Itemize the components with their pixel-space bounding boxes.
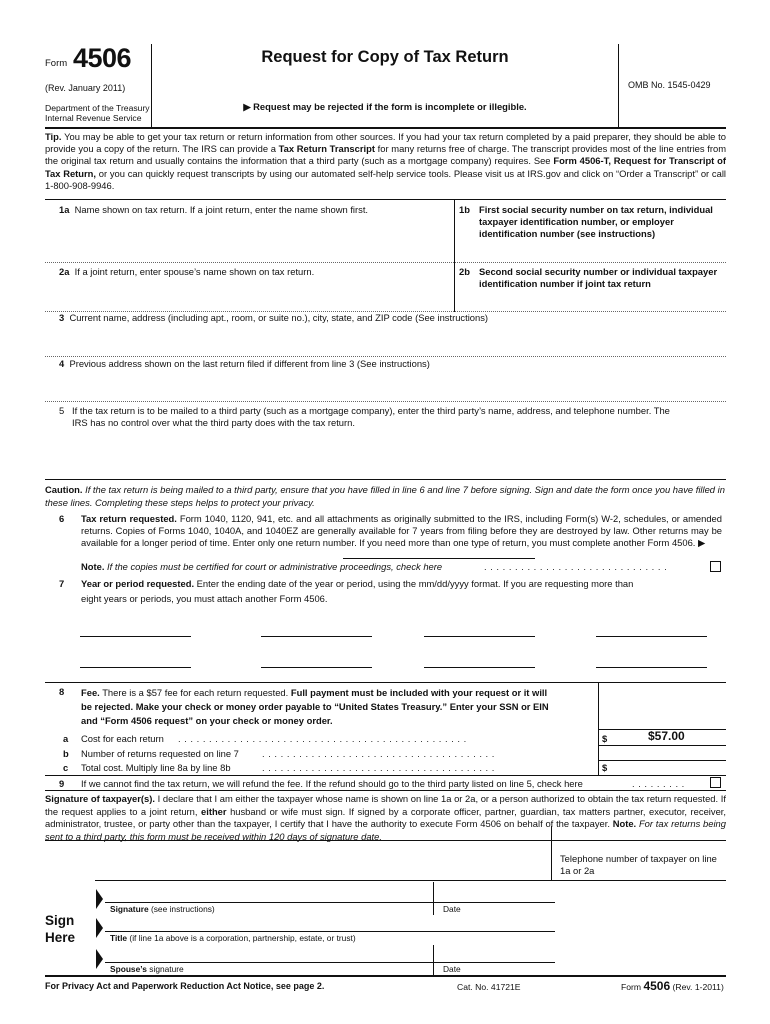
rule-caution: [45, 479, 726, 480]
name-field-1a[interactable]: [45, 215, 450, 261]
spouse-ssn-field-2b[interactable]: [459, 291, 723, 311]
line-8-num: 8: [59, 686, 65, 697]
year-blank-8[interactable]: [596, 667, 707, 668]
line-8c-text: Total cost. Multiply line 8a by line 8b: [81, 762, 231, 773]
caution-paragraph: Caution. If the tax return is being mailed to a third party, ensure that you have filled in line 6 and line 7 before signing. Sign and date the form once you have filled in these lines. Completing these steps helps to protect your privacy.: [45, 484, 725, 508]
spouse-date-field[interactable]: [438, 945, 550, 962]
line-8a-dollar: $: [602, 733, 608, 744]
line-6-num: 6: [59, 513, 65, 524]
taxpayer-date-field[interactable]: [438, 884, 550, 902]
rule-5: [45, 401, 726, 402]
line-8a-amount[interactable]: $57.00: [648, 729, 685, 743]
line-8-text: Fee. There is a $57 fee for each return requested. Full payment must be included with your request or it will be rejected. Make your check or money order payable to “United States Treasury.” Enter your SSN or EIN and “Form 4506 request” on your check or money order.: [81, 687, 549, 726]
date-caption-1: Date: [443, 904, 461, 914]
third-party-field-5[interactable]: [45, 430, 726, 478]
spouse-name-field-2a[interactable]: [45, 278, 450, 310]
line-3-label: 3 Current name, address (including apt., room, or suite no.), city, state, and ZIP code (See instructions): [59, 312, 489, 323]
total-cost-field[interactable]: [612, 761, 724, 774]
phone-label: Telephone number of taxpayer on line 1a or 2a: [560, 853, 717, 876]
footer-rule: [45, 975, 726, 977]
rule-2: [45, 262, 726, 263]
line-4-label: 4 Previous address shown on the last return filed if different from line 3 (See instructions): [59, 358, 430, 369]
sign-label: Sign: [45, 913, 75, 928]
catalog-number: Cat. No. 41721E: [457, 982, 521, 992]
year-blank-5[interactable]: [80, 667, 191, 668]
signature-caption: Signature (see instructions): [110, 904, 215, 914]
line-8a-text: Cost for each return: [81, 733, 164, 744]
line-2b-label: 2b Second social security number or individual taxpayer identification number if joint tax return: [459, 266, 718, 289]
rule-sign-area: [45, 840, 726, 841]
line-8b-text: Number of returns requested on line 7: [81, 748, 239, 759]
year-blank-6[interactable]: [261, 667, 372, 668]
footer-form-id: Form 4506 (Rev. 1-2011): [621, 979, 724, 993]
line-8c-letter: c: [63, 762, 69, 773]
date-caption-2: Date: [443, 964, 461, 974]
title-field[interactable]: [105, 916, 545, 931]
line-9-leader: . . . . . . . . .: [632, 778, 685, 789]
returns-count-field[interactable]: [600, 746, 724, 760]
line-2a-label: 2a If a joint return, enter spouse’s name shown on tax return.: [59, 266, 315, 277]
line-1a-label: 1a Name shown on tax return. If a joint return, enter the name shown first.: [59, 204, 369, 215]
line-5-label: If the tax return is to be mailed to a third party (such as a mortgage company), enter the third party’s name, address, and telephone number. The IRS has no control over what the third party does with the tax return.: [72, 405, 670, 428]
rule-1: [45, 199, 726, 200]
header-rule: [45, 127, 726, 129]
title-arrow-icon: [96, 918, 103, 938]
signature-arrow-icon: [96, 889, 103, 909]
tip-paragraph: Tip. You may be able to get your tax return or return information from other sources. If you had your tax return completed by a paid preparer, they should be able to provide you a copy of the return. The IRS can provide a Tax Return Transcript for many returns free of charge. The transcript provides most of the line entries from the original tax return and usually contains the information that a third party (such as a mortgage company) requires. See Form 4506-T, Request for Transcript of Tax Return, or you can quickly request transcripts by using our automated self-help service tools. Please visit us at IRS.gov and click on “Order a Transcript” or call 1-800-908-9946.: [45, 131, 726, 191]
date-divider-1: [433, 882, 434, 915]
form-title: Request for Copy of Tax Return: [261, 48, 509, 66]
line-8c-leader: . . . . . . . . . . . . . . . . . . . . . . . . . . . . . . . . . . . . . .: [262, 762, 495, 773]
previous-address-field-4[interactable]: [45, 370, 726, 400]
phone-field[interactable]: [556, 880, 724, 900]
rule-4: [45, 356, 726, 357]
privacy-notice: For Privacy Act and Paperwork Reduction Act Notice, see page 2.: [45, 981, 325, 991]
service: Internal Revenue Service: [45, 113, 142, 123]
line-8b-leader: . . . . . . . . . . . . . . . . . . . . . . . . . . . . . . . . . . . . . .: [262, 748, 495, 759]
line-9-text: If we cannot find the tax return, we will refund the fee. If the refund should go to the third party listed on line 5, check here: [81, 778, 583, 789]
department: Department of the Treasury: [45, 103, 150, 113]
omb-number: OMB No. 1545-0429: [628, 80, 711, 90]
spouse-arrow-icon: [96, 949, 103, 969]
return-number-field-line: [343, 558, 535, 559]
phone-divider: [551, 826, 552, 880]
rule-spouse-sig: [105, 962, 555, 963]
certified-copy-checkbox[interactable]: [710, 561, 721, 572]
line-8a-letter: a: [63, 733, 69, 744]
line-7-text-1: Year or period requested. Enter the ending date of the year or period, using the mm/dd/yyyy format. If you are requesting more than: [81, 578, 634, 589]
return-number-field[interactable]: [343, 546, 535, 558]
year-blank-1[interactable]: [80, 636, 191, 637]
title-caption: Title (if line 1a above is a corporation, partnership, estate, or trust): [110, 933, 356, 943]
revision-date: (Rev. January 2011): [45, 83, 126, 93]
date-divider-2: [433, 945, 434, 975]
line-1-divider: [454, 199, 455, 312]
here-label: Here: [45, 930, 76, 945]
header-divider-right: [618, 44, 619, 128]
rule-title: [105, 931, 555, 932]
line-8b-letter: b: [63, 748, 69, 759]
line-6-note: Note. If the copies must be certified for court or administrative proceedings, check here: [81, 561, 443, 572]
line-7-num: 7: [59, 578, 65, 589]
spouse-signature-field[interactable]: [105, 945, 430, 962]
year-blank-4[interactable]: [596, 636, 707, 637]
rule-signature: [45, 790, 726, 791]
line-7-text-2: eight years or periods, you must attach another Form 4506.: [81, 593, 328, 604]
form-number: 4506: [73, 43, 132, 73]
line-6-leader: . . . . . . . . . . . . . . . . . . . . . . . . . . . . . .: [484, 561, 668, 572]
year-blank-7[interactable]: [424, 667, 535, 668]
year-blank-2[interactable]: [261, 636, 372, 637]
line-5-num: 5: [59, 405, 65, 416]
line-9-num: 9: [59, 778, 65, 789]
rule-line-8: [45, 682, 726, 683]
rejection-notice: ▶ Request may be rejected if the form is incomplete or illegible.: [243, 101, 527, 112]
taxpayer-signature-field[interactable]: [105, 885, 430, 903]
refund-third-party-checkbox[interactable]: [710, 777, 721, 788]
line-8c-dollar: $: [602, 762, 608, 773]
form-label: Form: [45, 58, 68, 69]
year-blank-3[interactable]: [424, 636, 535, 637]
spouse-caption: Spouse’s signature: [110, 964, 184, 974]
address-field-3[interactable]: [45, 324, 726, 355]
line-6-text: Tax return requested. Form 1040, 1120, 941, etc. and all attachments as originally submitted to the IRS, including Form(s) W-2, schedules, or amended returns. Copies of Forms 1040, 1040A, and 1040EZ are generally available for 7 years from filing before they are destroyed by law. Other returns may be available for a longer period of time. Enter only one return number. If you need more than one type of return, you must complete another Form 4506. ▶: [81, 513, 722, 549]
rule-line-9: [45, 775, 726, 776]
rule-taxpayer-sig: [105, 902, 555, 903]
ssn-field-1b[interactable]: [459, 240, 723, 260]
line-8a-leader: . . . . . . . . . . . . . . . . . . . . . . . . . . . . . . . . . . . . . . . . . . . . . . .: [178, 733, 467, 744]
line-1b-label: 1b First social security number on tax return, individual taxpayer identification number, or employer identification number (see instructions): [459, 204, 713, 239]
signature-declaration: Signature of taxpayer(s). I declare that I am either the taxpayer whose name is shown on line 1a or 2a, or a person authorized to obtain the tax return requested. If the request applies to a joint return, either husband or wife must sign. If signed by a corporate officer, partner, guardian, tax matters partner, executor, receiver, administrator, trustee, or party other than the taxpayer, I certify that I have the authority to execute Form 4506 on behalf of the taxpayer. Note. For tax returns being sent to a third party, this form must be received within 120 days of signature date.: [45, 793, 726, 842]
